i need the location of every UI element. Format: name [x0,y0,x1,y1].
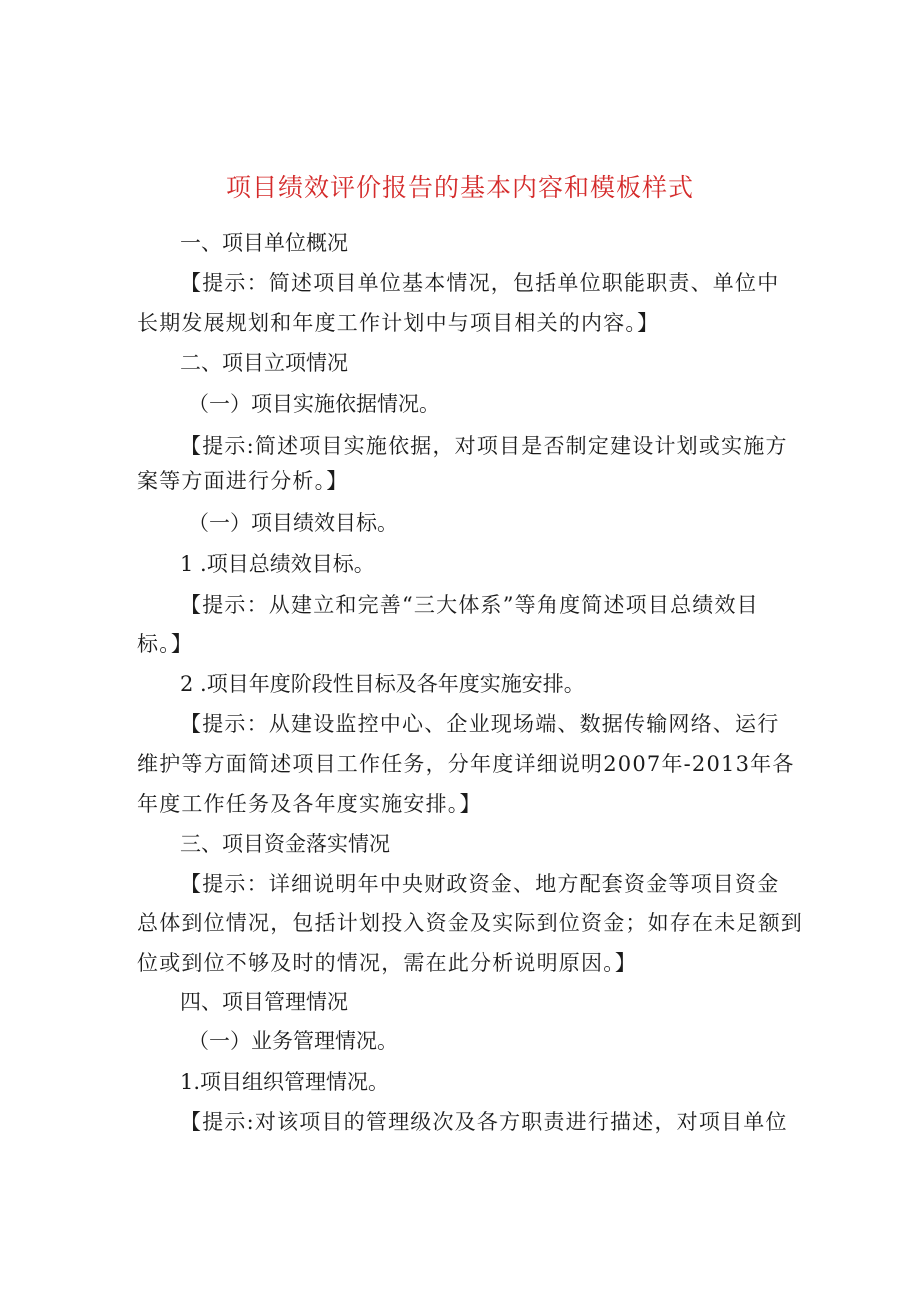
document-title: 项目绩效评价报告的基本内容和模板样式 [225,173,694,202]
section-heading-3: 三、项目资金落实情况 [180,832,390,856]
hint-paragraph-line: 标。】 [137,632,194,656]
numbered-item: 1.项目组织管理情况。 [180,1070,390,1094]
hint-paragraph-line: 【提示：从建设监控中心、企业现场端、数据传输网络、运行 [180,712,780,736]
numbered-item: 2 .项目年度阶段性目标及各年度实施安排。 [180,672,585,696]
hint-paragraph-line: 位或到位不够及时的情况，需在此分析说明原因。】 [137,951,638,975]
hint-paragraph-line: 【提示：从建立和完善“三大体系”等角度简述项目总绩效目 [180,593,759,617]
section-heading-1: 一、项目单位概况 [180,231,348,255]
hint-paragraph-line: 年度工作任务及各年度实施安排。】 [137,792,482,816]
section-heading-2: 二、项目立项情况 [180,351,348,375]
subsection-heading: （一）业务管理情况。 [188,1029,398,1053]
hint-paragraph-line: 总体到位情况，包括计划投入资金及实际到位资金；如存在未足额到 [137,911,803,935]
section-heading-4: 四、项目管理情况 [180,990,348,1014]
subsection-heading: （一）项目实施依据情况。 [188,392,440,416]
hint-paragraph-line: 维护等方面简述项目工作任务，分年度详细说明2007年-2013年各 [137,752,795,776]
hint-paragraph-line: 案等方面进行分析。】 [137,469,349,493]
hint-paragraph-line: 【提示：简述项目单位基本情况，包括单位职能职责、单位中 [180,271,780,295]
hint-paragraph-line: 【提示:简述项目实施依据，对项目是否制定建设计划或实施方 [180,434,788,458]
hint-paragraph-line: 长期发展规划和年度工作计划中与项目相关的内容。】 [137,311,660,335]
subsection-heading: （一）项目绩效目标。 [188,511,398,535]
numbered-item: 1 .项目总绩效目标。 [180,552,375,576]
hint-paragraph-line: 【提示:对该项目的管理级次及各方职责进行描述，对项目单位 [180,1110,788,1134]
hint-paragraph-line: 【提示：详细说明年中央财政资金、地方配套资金等项目资金 [180,872,780,896]
